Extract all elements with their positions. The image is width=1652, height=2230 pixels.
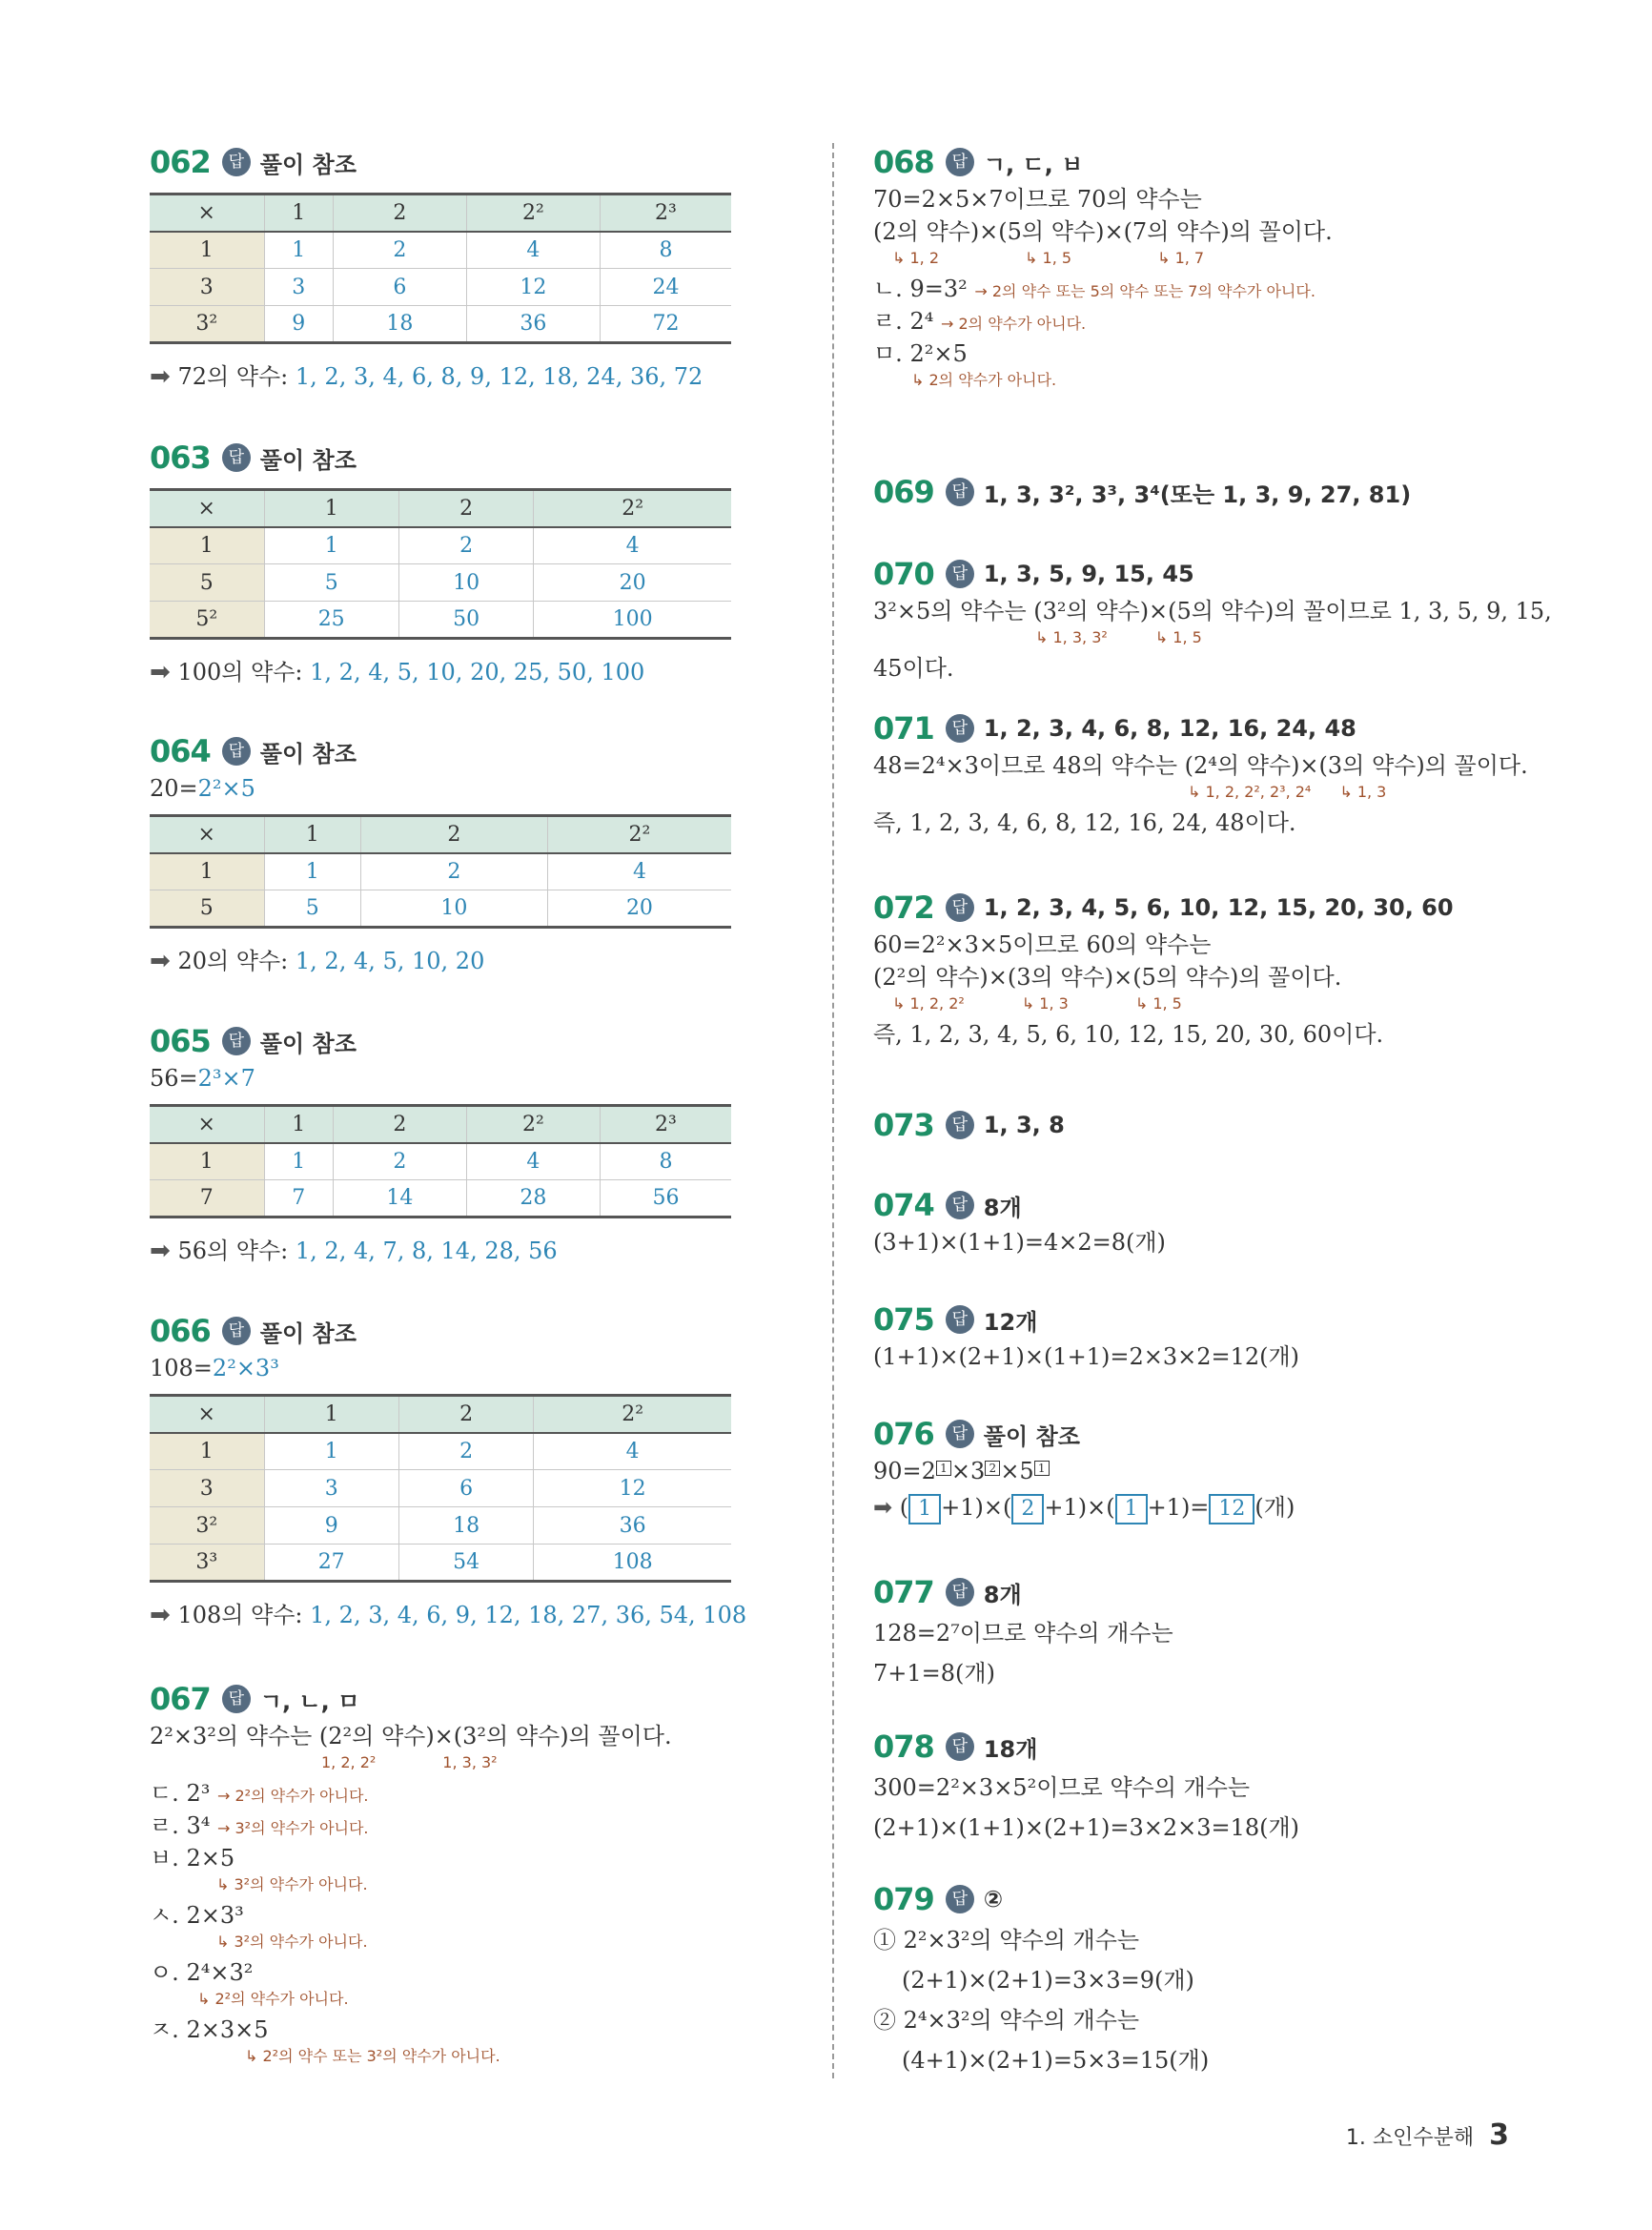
note-line: ↳ 1, 2, 2² ↳ 1, 3 ↳ 1, 5: [892, 994, 1182, 1013]
answer-badge: 답: [946, 560, 974, 588]
problem-number: 075: [873, 1301, 934, 1338]
table-row: [150, 564, 731, 602]
note-line: ↳ 2²의 약수 또는 3²의 약수가 아니다.: [245, 2047, 500, 2065]
explanation-line: (2의 약수)×(5의 약수)×(7의 약수)의 꼴이다.: [873, 218, 1333, 245]
problem-number: 070: [873, 556, 934, 592]
answer-text: 18개: [983, 1735, 1038, 1763]
choice-line: ㅅ. 2×3³: [150, 1902, 244, 1929]
table-cell: 7: [150, 1180, 264, 1217]
answer-badge: 답: [222, 737, 251, 766]
table-header-row: [150, 194, 731, 232]
problem-070: [873, 553, 1552, 685]
result-line: [150, 651, 731, 693]
table-row: [150, 269, 731, 306]
choice-line: ㅂ. 2×5: [150, 1845, 235, 1872]
table-cell: 1: [264, 1396, 398, 1433]
table-cell: 3: [150, 269, 264, 306]
problem-number: 066: [150, 1313, 211, 1349]
table-row: [150, 1143, 731, 1180]
explanation-line: 즉, 1, 2, 3, 4, 5, 6, 10, 12, 15, 20, 30, 60이다.: [873, 1021, 1384, 1048]
result-line: [150, 940, 731, 982]
choice-text: ㄴ. 9=3²: [873, 276, 968, 302]
table-cell: 1: [264, 853, 360, 890]
answer-text: 12개: [983, 1308, 1038, 1336]
divisor-table: [150, 193, 731, 344]
table-cell: ×: [150, 816, 264, 853]
table-cell: 2: [333, 1143, 466, 1180]
table-cell: ×: [150, 194, 264, 232]
table-cell: 12: [534, 1470, 731, 1507]
calc-part: (개): [1254, 1494, 1295, 1521]
problem-072: [873, 887, 1540, 1051]
problem-number: 067: [150, 1681, 211, 1717]
table-cell: 6: [398, 1470, 533, 1507]
answer-text: 풀이 참조: [259, 1320, 357, 1347]
problem-number: 068: [873, 144, 934, 180]
note-line: ↳ 3²의 약수가 아니다.: [216, 1933, 368, 1951]
table-cell: 4: [547, 853, 731, 890]
eq-left: 56=: [150, 1065, 198, 1092]
factorization-line: [150, 772, 731, 805]
answer-text: 풀이 참조: [259, 151, 357, 178]
table-cell: 1: [150, 1143, 264, 1180]
problem-number: 069: [873, 474, 934, 510]
answer-text: 풀이 참조: [983, 1422, 1080, 1450]
table-cell: 2: [398, 527, 533, 564]
problem-071: [873, 707, 1540, 839]
table-header-row: [150, 816, 731, 853]
answer-badge: 답: [946, 478, 974, 506]
choice-line: [150, 1777, 731, 1810]
table-row: [150, 1470, 731, 1507]
problem-077: [873, 1571, 1540, 1693]
exponent-box: 2: [985, 1461, 1000, 1476]
result-label: 56의 약수:: [177, 1238, 289, 1264]
explanation-line: (3+1)×(1+1)=4×2=8(개): [873, 1229, 1166, 1256]
explanation-line: 60=2²×3×5이므로 60의 약수는: [873, 931, 1212, 958]
note-divisors: 1, 3, 3²: [442, 1753, 498, 1771]
note-line: ↳ 2²의 약수가 아니다.: [197, 1990, 349, 2008]
table-header-row: [150, 490, 731, 527]
explanation-line: 48=2⁴×3이므로 48의 약수는 (2⁴의 약수)×(3의 약수)의 꼴이다.: [873, 752, 1528, 779]
eq-part: ×3: [950, 1458, 986, 1484]
table-row: [150, 1507, 731, 1545]
table-cell: 1: [264, 194, 333, 232]
chapter-title: 1. 소인수분해: [1345, 2126, 1475, 2150]
table-cell: 9: [264, 306, 333, 343]
table-cell: 3: [150, 1470, 264, 1507]
table-cell: 2²: [466, 1106, 600, 1143]
explanation-line: (1+1)×(2+1)×(1+1)=2×3×2=12(개): [873, 1343, 1300, 1370]
answer-badge: 답: [946, 714, 974, 743]
answer-box: 1: [908, 1494, 941, 1524]
answer-badge: 답: [946, 1305, 974, 1334]
note-line: ↳ 1, 3, 3² ↳ 1, 5: [1035, 628, 1202, 646]
table-cell: 7: [264, 1180, 333, 1217]
explanation-line: 7+1=8(개): [873, 1660, 995, 1687]
answer-text: 풀이 참조: [259, 1030, 357, 1057]
note-divisors: 1, 5: [1173, 628, 1202, 646]
answer-badge: 답: [222, 1317, 251, 1345]
table-row: [150, 602, 731, 639]
answer-text: 1, 2, 3, 4, 6, 8, 12, 16, 24, 48: [983, 715, 1356, 742]
problem-number: 073: [873, 1107, 934, 1143]
table-cell: 20: [547, 890, 731, 928]
answer-badge: 답: [946, 1732, 974, 1761]
table-row: [150, 306, 731, 343]
table-cell: 4: [466, 1143, 600, 1180]
table-cell: 12: [466, 269, 600, 306]
table-row: [150, 232, 731, 269]
answer-text: 1, 3, 5, 9, 15, 45: [983, 561, 1194, 587]
choice-text: ㄹ. 3⁴: [150, 1812, 211, 1839]
explanation-line: 45이다.: [873, 655, 954, 682]
table-cell: 1: [264, 1433, 398, 1470]
divisor-table: [150, 1104, 731, 1218]
table-cell: 2³: [600, 1106, 731, 1143]
answer-text: 1, 3, 3², 3³, 3⁴(또는 1, 3, 9, 27, 81): [983, 481, 1412, 508]
answer-text: 풀이 참조: [259, 740, 357, 767]
problem-number: 074: [873, 1187, 934, 1223]
exponent-box: 1: [1034, 1461, 1050, 1476]
arrow-icon: ➡: [150, 1601, 171, 1629]
note-text: → 2의 약수가 아니다.: [940, 315, 1087, 333]
table-cell: 3: [264, 269, 333, 306]
table-row: [150, 1180, 731, 1217]
problem-063: [150, 437, 731, 693]
table-cell: 5: [150, 564, 264, 602]
problem-076: [873, 1413, 1540, 1527]
table-cell: 1: [264, 527, 398, 564]
table-cell: 56: [600, 1180, 731, 1217]
answer-box: 12: [1209, 1494, 1254, 1524]
table-cell: 1: [150, 1433, 264, 1470]
table-row: [150, 890, 731, 928]
answer-badge: 답: [946, 1578, 974, 1606]
answer-text: 8개: [983, 1194, 1022, 1221]
choice-line: [150, 1810, 731, 1842]
problem-073: [873, 1104, 1540, 1146]
page-footer: [1346, 2118, 1509, 2152]
table-cell: 1: [264, 1106, 333, 1143]
answer-badge: 답: [946, 893, 974, 922]
note-text: → 2²의 약수가 아니다.: [216, 1787, 369, 1805]
note-text: → 3²의 약수가 아니다.: [216, 1819, 369, 1837]
note-divisors: 1, 5: [1042, 249, 1072, 267]
calc-part: +1)=: [1147, 1494, 1210, 1521]
table-cell: 2²: [534, 490, 731, 527]
problem-number: 076: [873, 1416, 934, 1452]
note-divisors: 1, 2, 2²: [321, 1753, 377, 1771]
table-cell: 5: [264, 564, 398, 602]
eq-left: 108=: [150, 1355, 213, 1381]
table-cell: 25: [264, 602, 398, 639]
calculation-line: [873, 1487, 1540, 1527]
table-cell: 10: [398, 564, 533, 602]
table-cell: 3²: [150, 306, 264, 343]
divisor-table: [150, 1394, 731, 1583]
eq-part: 90=2: [873, 1458, 936, 1484]
result-line: [150, 1594, 747, 1636]
eq-right: 2²×3³: [212, 1355, 279, 1381]
table-cell: 2: [333, 232, 466, 269]
table-cell: 54: [398, 1545, 533, 1582]
problem-067: [150, 1678, 731, 2071]
table-cell: 6: [333, 269, 466, 306]
table-cell: 1: [150, 232, 264, 269]
result-values: 1, 2, 3, 4, 6, 9, 12, 18, 27, 36, 54, 108: [310, 1602, 747, 1628]
factorization-line: [873, 1455, 1540, 1487]
answer-text: 1, 2, 3, 4, 5, 6, 10, 12, 15, 20, 30, 60: [983, 894, 1454, 921]
result-label: 72의 약수:: [177, 363, 289, 390]
note-divisors: 1, 3: [1039, 994, 1069, 1013]
table-cell: 1: [264, 490, 398, 527]
explanation-line: (2+1)×(2+1)=3×3=9(개): [902, 1967, 1194, 1994]
choice-text: ㄹ. 2⁴: [873, 308, 934, 335]
factorization-line: [150, 1062, 731, 1095]
table-cell: 100: [534, 602, 731, 639]
result-label: 108의 약수:: [177, 1602, 303, 1628]
arrow-icon: ➡: [150, 947, 171, 975]
result-values: 1, 2, 4, 5, 10, 20: [295, 948, 485, 974]
note-line: ↳ 1, 2 ↳ 1, 5 ↳ 1, 7: [892, 249, 1205, 267]
table-cell: 14: [333, 1180, 466, 1217]
table-cell: 2³: [600, 194, 731, 232]
divisor-table: [150, 814, 731, 929]
table-cell: 2: [398, 1396, 533, 1433]
problem-069: [873, 471, 1540, 513]
factorization-line: [150, 1352, 731, 1384]
result-values: 1, 2, 4, 7, 8, 14, 28, 56: [295, 1238, 558, 1264]
eq-part: ×5: [1000, 1458, 1034, 1484]
choice-line: ㅈ. 2×3×5: [150, 2016, 269, 2043]
problem-064: [150, 730, 731, 982]
explanation-line: 128=2⁷이므로 약수의 개수는: [873, 1620, 1173, 1647]
choice-line: [873, 305, 1540, 338]
table-cell: 36: [534, 1507, 731, 1545]
table-cell: 8: [600, 1143, 731, 1180]
problem-number: 072: [873, 890, 934, 926]
explanation-line: (2²의 약수)×(3의 약수)×(5의 약수)의 꼴이다.: [873, 964, 1342, 991]
answer-text: 1, 3, 8: [983, 1112, 1065, 1138]
result-values: 1, 2, 3, 4, 6, 8, 9, 12, 18, 24, 36, 72: [295, 363, 704, 390]
explanation-line: (4+1)×(2+1)=5×3=15(개): [902, 2047, 1210, 2074]
eq-right: 2³×7: [197, 1065, 255, 1092]
answer-badge: 답: [946, 1885, 974, 1913]
table-cell: 2: [333, 194, 466, 232]
answer-text: ②: [983, 1886, 1004, 1913]
arrow-icon: ➡: [150, 658, 171, 686]
note-line: [150, 1752, 731, 1777]
problem-079: [873, 1878, 1540, 2080]
note-text: 3²의 약수가 아니다.: [234, 1933, 368, 1951]
problem-066: [150, 1310, 747, 1636]
explanation-line: ① 2²×3²의 약수의 개수는: [873, 1927, 1140, 1954]
result-line: [150, 356, 731, 398]
explanation-line: 300=2²×3×5²이므로 약수의 개수는: [873, 1774, 1251, 1801]
table-cell: 2²: [534, 1396, 731, 1433]
problem-number: 077: [873, 1574, 934, 1610]
answer-text: 풀이 참조: [259, 446, 357, 474]
arrow-icon: ➡: [150, 362, 171, 391]
answer-badge: 답: [946, 148, 974, 176]
note-divisors: 1, 2, 2², 2³, 2⁴: [1205, 783, 1312, 801]
note-divisors: 1, 7: [1174, 249, 1205, 267]
table-header-row: [150, 1396, 731, 1433]
explanation-line: 2²×3²의 약수는 (2²의 약수)×(3²의 약수)의 꼴이다.: [150, 1723, 672, 1749]
table-cell: 1: [264, 1143, 333, 1180]
note-line: ↳ 3²의 약수가 아니다.: [216, 1875, 368, 1893]
table-cell: 3: [264, 1470, 398, 1507]
arrow-icon: ➡: [873, 1494, 893, 1521]
table-cell: 1: [150, 527, 264, 564]
problem-068: [873, 141, 1540, 395]
exponent-box: 1: [936, 1461, 951, 1476]
problem-065: [150, 1020, 731, 1272]
choice-text: ㄷ. 2³: [150, 1780, 211, 1807]
table-cell: 10: [360, 890, 547, 928]
table-cell: 2: [333, 1106, 466, 1143]
table-cell: 4: [466, 232, 600, 269]
problem-number: 071: [873, 710, 934, 747]
table-cell: 5²: [150, 602, 264, 639]
table-cell: 3³: [150, 1545, 264, 1582]
problem-062: [150, 141, 731, 398]
result-line: [150, 1230, 731, 1272]
table-cell: 24: [600, 269, 731, 306]
table-cell: 4: [534, 1433, 731, 1470]
table-header-row: [150, 1106, 731, 1143]
table-row: [150, 527, 731, 564]
explanation-line: 3²×5의 약수는 (3²의 약수)×(5의 약수)의 꼴이므로 1, 3, 5, 9, 15,: [873, 598, 1552, 624]
table-cell: 2²: [466, 194, 600, 232]
calc-part: (: [899, 1494, 909, 1521]
table-cell: ×: [150, 1396, 264, 1433]
problem-number: 064: [150, 733, 211, 769]
choice-line: ㅁ. 2²×5: [873, 340, 968, 367]
column-divider: [832, 143, 834, 2078]
answer-badge: 답: [222, 1685, 251, 1713]
problem-078: [873, 1726, 1540, 1848]
calc-part: +1)×(: [1044, 1494, 1115, 1521]
table-cell: 18: [333, 306, 466, 343]
choice-line: ㅇ. 2⁴×3²: [150, 1959, 254, 1986]
note-divisors: 1, 2, 2²: [909, 994, 965, 1013]
table-cell: 18: [398, 1507, 533, 1545]
problem-074: [873, 1184, 1540, 1258]
table-cell: 1: [264, 232, 333, 269]
table-cell: ×: [150, 1106, 264, 1143]
table-cell: 28: [466, 1180, 600, 1217]
choice-line: [873, 273, 1540, 305]
table-cell: 9: [264, 1507, 398, 1545]
table-cell: 3²: [150, 1507, 264, 1545]
note-text: 3²의 약수가 아니다.: [234, 1875, 368, 1893]
answer-text: ㄱ, ㄴ, ㅁ: [259, 1688, 360, 1715]
answer-badge: 답: [946, 1191, 974, 1219]
table-cell: 2: [360, 853, 547, 890]
note-line: ↳ 2의 약수가 아니다.: [911, 371, 1057, 389]
arrow-icon: ➡: [150, 1237, 171, 1265]
eq-right: 2²×5: [197, 775, 255, 802]
answer-badge: 답: [222, 148, 251, 176]
answer-badge: 답: [946, 1111, 974, 1139]
table-cell: 108: [534, 1545, 731, 1582]
result-label: 20의 약수:: [177, 948, 289, 974]
note-text: 2의 약수가 아니다.: [928, 371, 1057, 389]
table-row: [150, 853, 731, 890]
result-values: 1, 2, 4, 5, 10, 20, 25, 50, 100: [310, 659, 645, 685]
explanation-line: 즉, 1, 2, 3, 4, 6, 8, 12, 16, 24, 48이다.: [873, 809, 1296, 836]
divisor-table: [150, 488, 731, 640]
table-cell: 1: [264, 816, 360, 853]
result-label: 100의 약수:: [177, 659, 303, 685]
problem-number: 063: [150, 440, 211, 476]
problem-number: 062: [150, 144, 211, 180]
table-row: [150, 1545, 731, 1582]
page-number: 3: [1489, 2118, 1509, 2152]
explanation-line: (2+1)×(1+1)×(2+1)=3×2×3=18(개): [873, 1814, 1300, 1841]
table-cell: 5: [150, 890, 264, 928]
table-cell: 20: [534, 564, 731, 602]
answer-text: 8개: [983, 1581, 1022, 1608]
note-text: → 2의 약수 또는 5의 약수 또는 7의 약수가 아니다.: [974, 282, 1315, 300]
problem-number: 065: [150, 1023, 211, 1059]
answer-badge: 답: [222, 1027, 251, 1055]
answer-badge: 답: [946, 1420, 974, 1448]
note-text: 2²의 약수 또는 3²의 약수가 아니다.: [262, 2047, 500, 2065]
problem-number: 079: [873, 1881, 934, 1917]
table-cell: 1: [150, 853, 264, 890]
table-cell: 5: [264, 890, 360, 928]
table-cell: 2: [398, 490, 533, 527]
note-text: 2²의 약수가 아니다.: [214, 1990, 349, 2008]
note-divisors: 1, 3, 3²: [1052, 628, 1108, 646]
note-divisors: 1, 3: [1356, 783, 1387, 801]
answer-badge: 답: [222, 443, 251, 472]
note-line: ↳ 1, 2, 2², 2³, 2⁴ ↳ 1, 3: [1188, 783, 1387, 801]
calc-part: +1)×(: [941, 1494, 1012, 1521]
answer-text: ㄱ, ㄷ, ㅂ: [983, 151, 1084, 178]
table-cell: 72: [600, 306, 731, 343]
explanation-line: 70=2×5×7이므로 70의 약수는: [873, 186, 1202, 213]
problem-number: 078: [873, 1729, 934, 1765]
note-divisors: 1, 2: [909, 249, 940, 267]
table-cell: 2: [360, 816, 547, 853]
answer-box: 1: [1115, 1494, 1148, 1524]
table-cell: 2²: [547, 816, 731, 853]
note-divisors: 1, 5: [1152, 994, 1182, 1013]
table-cell: 36: [466, 306, 600, 343]
table-cell: 50: [398, 602, 533, 639]
answer-box: 2: [1011, 1494, 1044, 1524]
table-cell: 4: [534, 527, 731, 564]
table-cell: 8: [600, 232, 731, 269]
explanation-line: ② 2⁴×3²의 약수의 개수는: [873, 2007, 1140, 2034]
eq-left: 20=: [150, 775, 198, 802]
table-cell: 2: [398, 1433, 533, 1470]
table-cell: 27: [264, 1545, 398, 1582]
table-row: [150, 1433, 731, 1470]
table-cell: ×: [150, 490, 264, 527]
problem-075: [873, 1299, 1540, 1373]
